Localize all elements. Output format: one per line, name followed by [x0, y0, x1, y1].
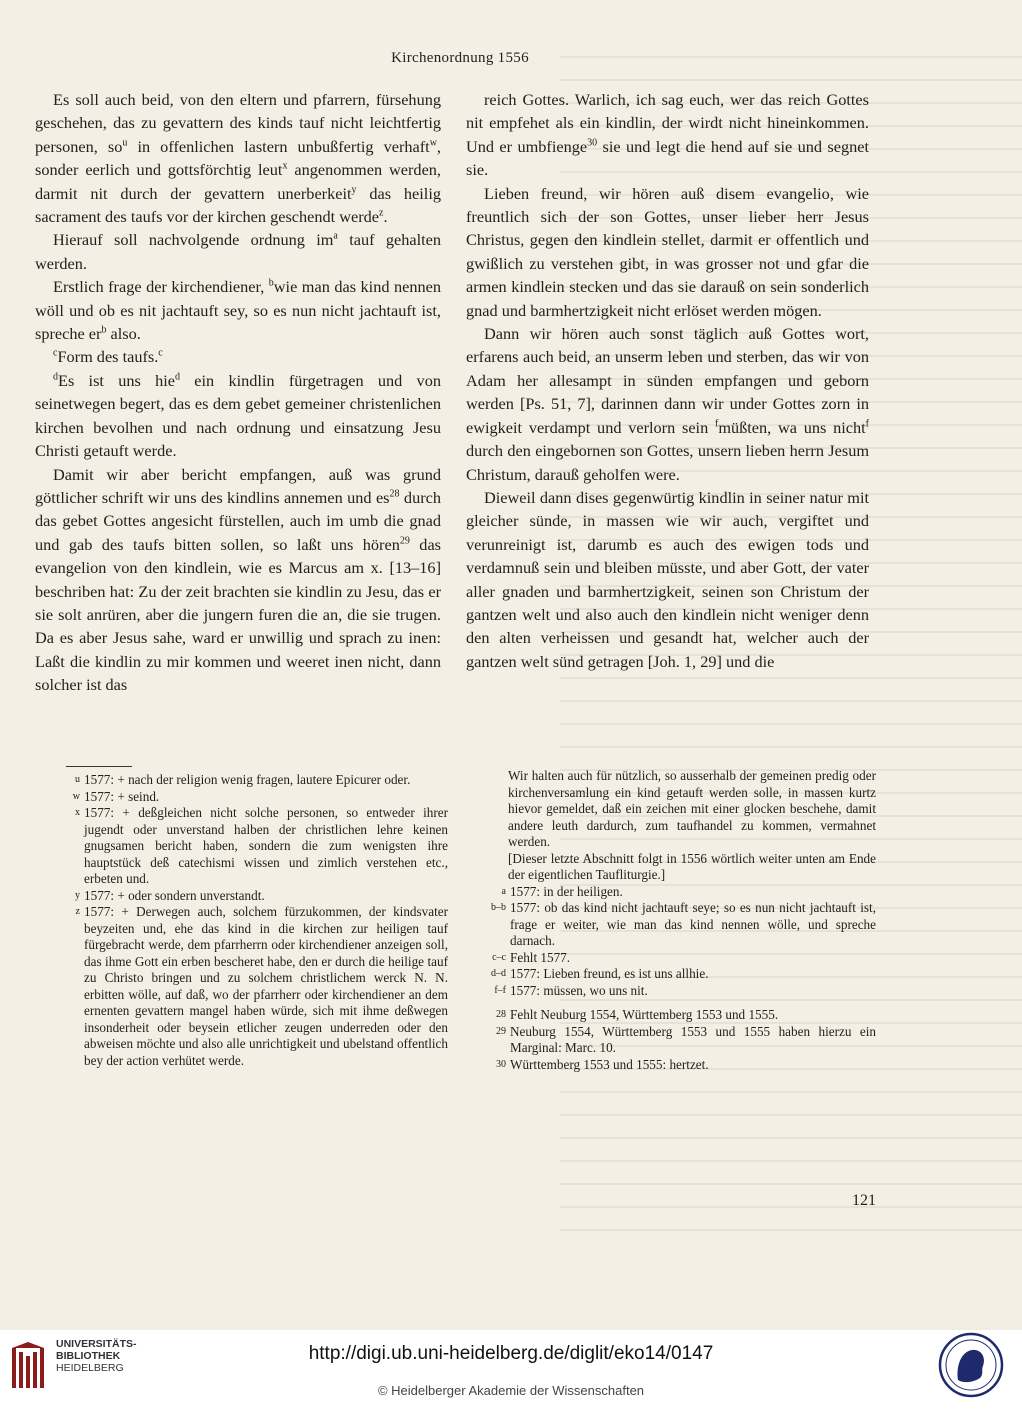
footnote-list-numbered	[478, 1007, 876, 1073]
footnote	[478, 900, 876, 950]
footnote-mark: c–c	[492, 951, 506, 963]
academy-seal-icon[interactable]	[936, 1330, 1006, 1400]
footnote-list-letters	[478, 884, 876, 1000]
footnote	[478, 1007, 876, 1024]
footnote-mark: 29	[496, 1025, 506, 1037]
footnote-text: Fehlt 1577.	[510, 949, 571, 965]
footnote-text: Württemberg 1553 und 1555: hertzet.	[510, 1056, 709, 1072]
paragraph: $^c$Form des taufs.$^c$	[53, 347, 163, 367]
footnote-text: 1577: müssen, wo uns nit.	[510, 982, 648, 998]
footnote-mark: z	[75, 906, 80, 917]
footnote	[64, 772, 448, 789]
editorial-note: [Dieser letzte Abschnitt folgt in 1556 wörtlich weiter unten am Ende der eigentlichen Taufliturgie.]	[508, 850, 876, 882]
footnote	[478, 884, 876, 901]
footnote	[64, 904, 448, 1069]
footnote-mark: a	[501, 885, 506, 897]
footnote-text: 1577: + Derwegen auch, solchem fürzukommen, der kindsvater beyzeiten und, ehe das kind in die kirchen zur heiligen tauf fürgebracht werde, dem pfarrherrn oder kirchendiener anzeigen soll, das ihme Gott ein erben bescheret habe, den er durch die heilige tauf zu Christo bringen und zu solchem christlichem werck N. N. erbitten wölle, auf daß, wo der pfarrherr oder kirchendiener an dem ernenten gevattern mangel haben würde, sich mit ihme deßwegen insonderheit oder beysein etlicher zeugen underreden oder den abweisen möchte und also alle unrichtigkeit und ubelstand offentlich bey der action verhütet werde.	[84, 904, 448, 1068]
footnote-mark: w	[72, 790, 80, 802]
paragraph: Erstlich frage der kirchendiener, $^b$wie man das kind nennen wöll und ob es nit jachtauft sey, so es nun nicht jachtauft ist, spreche $er^b$ also.	[35, 277, 441, 344]
footnote-mark: d–d	[491, 968, 506, 979]
paragraph: Damit wir aber bericht empfangen, auß was grund göttlicher schrift wir uns des kindlins annemen und $es^{28}$ durch das gebet Gottes angesicht fürstellen, auch im umb die gnad und gab des taufs bitten sollen, so laßt uns hören$^{29}$ das evangelion von den kindlein, wie es Marcus am x. [13–16] beschriben hat: Zu der zeit brachten sie kindlin zu Jesu, das er sie solt anrüren, aber die jungern furen die an, die sie trugen. Da es aber Jesus sahe, ward er unwillig und sprach zu inen: Laßt die kindlin zu mir kommen und weeret inen nicht, dann solcher ist das	[35, 464, 442, 695]
footnote-mark: u	[75, 774, 80, 785]
footnote-mark: y	[75, 889, 80, 901]
permalink-url[interactable]: http://digi.ub.uni-heidelberg.de/diglit/eko14/0147	[308, 1343, 714, 1364]
paragraph: Lieben freund, wir hören auß disem evangelio, wie freuntlich sich der son Gottes, unser lieber herr Jesus Christus, gegen den kindlein stellet, darmit er offentlich und gwißlich zu verstehen gibt, in was grosser not und gfar die armen kindlein stecken und das sie darauß on sein sonderlich gnad und barmhertzigkeit nicht erlöset werden mögen.	[466, 183, 869, 320]
footnote-mark: f–f	[494, 984, 506, 996]
footnote-rule	[66, 766, 132, 767]
footnote-text: 1577: + seind.	[84, 788, 160, 804]
paragraph: Hierauf soll nachvolgende ordnung $im^a$ tauf gehalten werden.	[35, 230, 441, 273]
footnote-mark: 30	[496, 1058, 506, 1070]
footnote-text: 1577: ob das kind nicht jachtauft seye; so es nun nicht jachtauft ist, frage er weiter, wie man das kind nennen wölle, und spreche darnach.	[510, 900, 876, 948]
footnote	[478, 983, 876, 1000]
right-text-column	[466, 88, 869, 673]
footnote	[64, 888, 448, 905]
footnote-text: 1577: + oder sondern unverstandt.	[84, 887, 265, 903]
logo-text: UNIVERSITÄTS- BIBLIOTHEK HEIDELBERG	[56, 1338, 137, 1374]
page-number: 121	[852, 1192, 876, 1209]
copyright-notice: © Heidelberger Akademie der Wissenschaften	[377, 1383, 645, 1398]
footnote	[478, 950, 876, 967]
paragraph: Es soll auch beid, von den eltern und pfarrern, fürsehung geschehen, das zu gevattern des kinds tauf nicht leichtfertig personen, $so^u$ in offenlichen lastern unbußfertig verhaft$^w$, sonder eerlich und gottsförchtig leut$^x$ angenommen werden, darmit nit durch der gevattern unerberkeit$^y$ das heilig sacrament des taufs vor der kirchen geschendt werde$^z$.	[35, 90, 442, 227]
footnote	[478, 1024, 876, 1057]
footnote-text: 1577: Lieben freund, es ist uns allhie.	[510, 966, 709, 981]
footnote-text: 1577: in der heiligen.	[510, 883, 623, 899]
footnote	[478, 966, 876, 983]
footnote	[478, 1057, 876, 1074]
footnote	[64, 789, 448, 806]
paragraph: reich Gottes. Warlich, ich sag euch, wer das reich Gottes nit empfehet als ein kindlin, der wirdt nicht hineinkommen. Und er umbfienge$^{30}$ sie und legt die hend auf sie und segnet sie.	[466, 90, 870, 180]
footnote-mark: b–b	[491, 902, 506, 913]
paragraph: $^d$Es ist uns hie$^d$ ein kindlin fürgetragen und von seinetwegen begert, das es dem gebet gemeiner christenlichen kirchen bevolhen und nach ordnung und einsatzung Jesu Christi getauft werde.	[35, 370, 441, 461]
paragraph: Dann wir hören auch sonst täglich auß Gottes wort, erfarens auch beid, an unserm leben und sterben, das wir von Adam her allesampt in sünden empfangen und geborn werden [Ps. 51, 7], darinnen dann wir under Gottes zorn in ewigkeit verdampt und verlorn sein $^f$müßten, wa uns nicht$^f$ durch den eingebornen son Gottes, unsern lieben herrn Jesum Christum, darauß geholfen were.	[466, 324, 869, 484]
left-text-column	[35, 88, 441, 697]
footnotes-left	[64, 772, 448, 1069]
footnotes-right	[478, 768, 876, 1073]
running-head: Kirchenordnung 1556	[391, 50, 529, 66]
footnote-mark: 28	[496, 1009, 506, 1020]
paragraph: Dieweil dann dises gegenwürtig kindlin in seiner natur mit gleicher sünde, in massen wie wir auch, vergiftet und verunreinigt ist, darumb es auch des ewigen tods und verdamnuß sein und bleiben müsste, und aber Gott, der vater aller gnaden und barmhertzigkeit, seinen son Christum der gantzen welt und also auch den kindlein nicht weniger denn den alten verheissen und gesandt hat, welcher auch der gantzen welt sünd getragen [Joh. 1, 29] und die	[466, 487, 869, 671]
footnote-text: 1577: + nach der religion wenig fragen, lautere Epicurer oder.	[84, 772, 411, 787]
viewer-footer	[0, 1330, 1022, 1409]
footnote-mark: x	[75, 807, 80, 818]
footnote-text: Fehlt Neuburg 1554, Württemberg 1553 und 1555.	[510, 1007, 779, 1022]
footnote-text: Neuburg 1554, Württemberg 1553 und 1555 haben hierzu ein Marginal: Marc. 10.	[510, 1023, 876, 1055]
footnote	[64, 805, 448, 888]
footnote-z-continuation: Wir halten auch für nützlich, so ausserhalb der gemeinen predig oder kirchenversamlung ein kind getauft werden solle, in massen kurtz hievor gemeldet, daß ein zeichen mit einer glocken beschehe, damit andere leuth dardurch, zum taufhandel zu kommen, vermahnet werden.	[508, 768, 876, 849]
footnote-text: 1577: + deßgleichen nicht solche personen, so entweder ihrer jugendt oder unverstand halben der christlichen lehre keinen gnugsamen bericht haben, sondern die zum wenigsten ihre hauptstück deß catechismi wissen und zimlich verstehen etc., erbeten und.	[84, 805, 448, 886]
